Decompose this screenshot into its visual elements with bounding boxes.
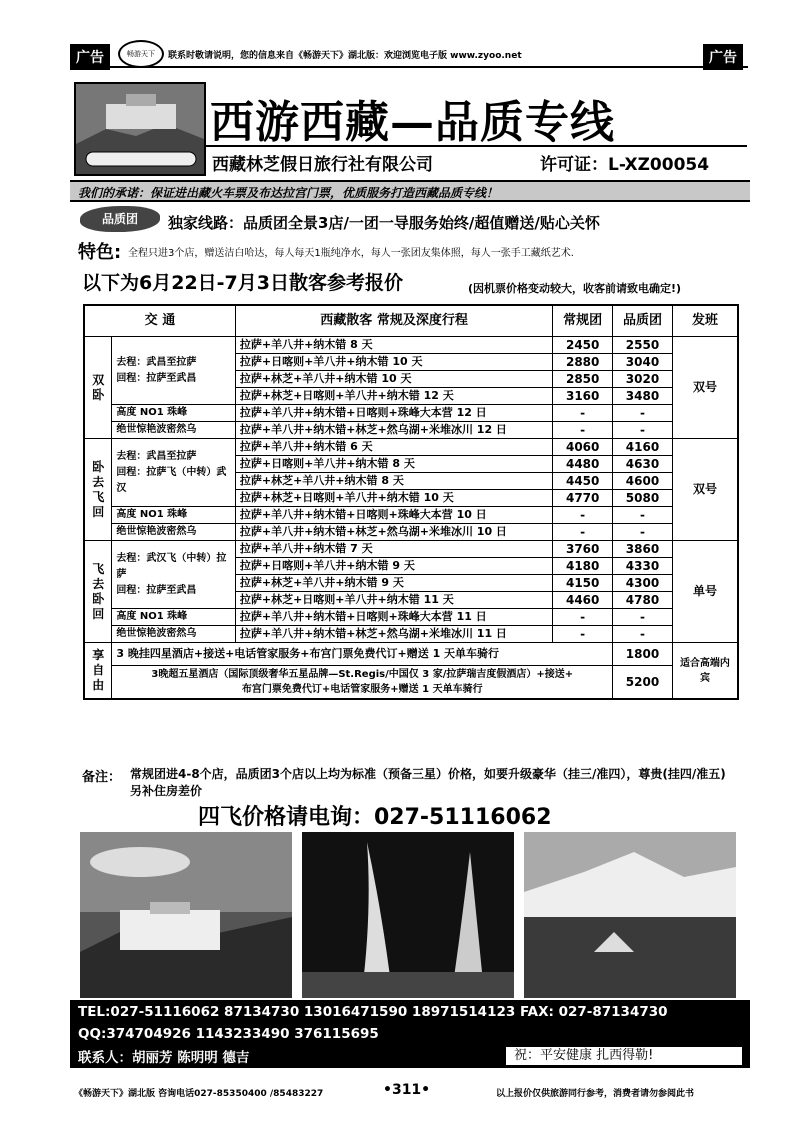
topline-text: 联系时敬请说明，您的信息来自《畅游天下》湖北版：欢迎浏览电子版 www.zyoo.net <box>168 51 522 61</box>
exclusive-text: 独家线路：品质团全景3店/一团一导服务始终/超值赠送/贴心关怀 <box>168 214 600 232</box>
quality-price: 4600 <box>613 473 673 490</box>
leisure-label: 享自由 <box>84 643 112 700</box>
main-title: 西游西藏—品质专线 <box>210 97 615 148</box>
group-name: 双卧 <box>84 337 112 439</box>
regular-price: 4150 <box>553 575 613 592</box>
quality-price: 3860 <box>613 541 673 558</box>
itinerary-cell: 拉萨+羊八井+纳木错+林芝+然乌湖+米堆冰川 11 日 <box>235 626 552 643</box>
ad-tag-left: 广告 <box>70 44 110 70</box>
regular-price: - <box>553 524 613 541</box>
group-name: 飞去卧回 <box>84 541 112 643</box>
quality-price: - <box>613 422 673 439</box>
regular-price: 4480 <box>553 456 613 473</box>
regular-price: - <box>553 609 613 626</box>
leisure-itinerary: 3 晚挂四星酒店+接送+电话管家服务+布宫门票免费代订+赠送 1 天单车骑行 <box>112 643 613 666</box>
col-header-schedule: 发班 <box>672 305 738 337</box>
quality-price: 4300 <box>613 575 673 592</box>
geyser-photo <box>302 832 514 998</box>
quality-price: 4330 <box>613 558 673 575</box>
potala-logo-image <box>74 82 206 176</box>
quality-price: 5080 <box>613 490 673 507</box>
itinerary-cell: 拉萨+林芝+羊八井+纳木错 10 天 <box>235 371 552 388</box>
col-header-quality: 品质团 <box>613 305 673 337</box>
regular-price: 3760 <box>553 541 613 558</box>
itinerary-cell: 拉萨+林芝+日喀则+羊八井+纳木错 11 天 <box>235 592 552 609</box>
quality-price: - <box>613 405 673 422</box>
itinerary-cell: 拉萨+林芝+羊八井+纳木错 8 天 <box>235 473 552 490</box>
quality-price: 2550 <box>613 337 673 354</box>
qq-line: QQ:374704926 1143233490 376115695 <box>78 1026 379 1042</box>
tel-line: TEL:027-51116062 87134730 13016471590 18971514123 FAX: 027-87134730 <box>78 1004 668 1020</box>
leisure-price: 5200 <box>613 666 673 700</box>
special-route-name: 高度 NO1 珠峰 <box>112 405 235 422</box>
itinerary-cell: 拉萨+羊八井+纳木错+林芝+然乌湖+米堆冰川 12 日 <box>235 422 552 439</box>
itinerary-cell: 拉萨+日喀则+羊八井+纳木错 9 天 <box>235 558 552 575</box>
regular-price: - <box>553 507 613 524</box>
features-label: 特色: <box>78 242 122 263</box>
leisure-price: 1800 <box>613 643 673 666</box>
phone-inquiry: 四飞价格请电询：027-51116062 <box>198 805 552 830</box>
quality-price: 3480 <box>613 388 673 405</box>
quality-price: - <box>613 609 673 626</box>
quality-price: 4780 <box>613 592 673 609</box>
col-header-transport: 交 通 <box>84 305 235 337</box>
schedule-cell: 双号 <box>672 439 738 541</box>
ad-tag-right: 广告 <box>703 44 743 70</box>
col-header-regular: 常规团 <box>553 305 613 337</box>
itinerary-cell: 拉萨+羊八井+纳木错+日喀则+珠峰大本营 10 日 <box>235 507 552 524</box>
quality-price: - <box>613 507 673 524</box>
itinerary-cell: 拉萨+日喀则+羊八井+纳木错 8 天 <box>235 456 552 473</box>
itinerary-cell: 拉萨+羊八井+纳木错+日喀则+珠峰大本营 11 日 <box>235 609 552 626</box>
special-route-name: 绝世惊艳波密然乌 <box>112 524 235 541</box>
promise-bar: 我们的承诺：保证进出藏火车票及布达拉宫门票，优质服务打造西藏品质专线！ <box>70 180 750 202</box>
everest-camp-photo <box>524 832 736 998</box>
footer-left: 《畅游天下》湖北版 咨询电话027-85350400 /85483227 <box>74 1089 324 1099</box>
quality-price: 4630 <box>613 456 673 473</box>
top-rule <box>70 66 748 68</box>
itinerary-cell: 拉萨+林芝+羊八井+纳木错 9 天 <box>235 575 552 592</box>
group-route: 去程：武昌至拉萨 回程：拉萨至武昌 <box>112 337 235 405</box>
col-header-itinerary: 西藏散客 常规及深度行程 <box>235 305 552 337</box>
schedule-cell: 单号 <box>672 541 738 643</box>
itinerary-cell: 拉萨+羊八井+纳木错+日喀则+珠峰大本营 12 日 <box>235 405 552 422</box>
quote-title: 以下为6月22日-7月3日散客参考报价 <box>82 272 403 294</box>
group-route: 去程：武昌至拉萨 回程：拉萨飞（中转）武汉 <box>112 439 235 507</box>
regular-price: 2450 <box>553 337 613 354</box>
special-route-name: 绝世惊艳波密然乌 <box>112 422 235 439</box>
greeting-slogan: 祝：平安健康 扎西得勒! <box>506 1047 742 1065</box>
group-name: 卧去飞回 <box>84 439 112 541</box>
quality-price: 3020 <box>613 371 673 388</box>
regular-price: 4450 <box>553 473 613 490</box>
title-underline <box>205 145 747 147</box>
quote-note: (因机票价格变动较大，收客前请致电确定!) <box>468 282 682 295</box>
contact-person: 联系人：胡丽芳 陈明明 德吉 <box>78 1050 250 1066</box>
quality-badge: 品质团 <box>80 206 160 232</box>
license-number: 许可证：L-XZ00054 <box>540 155 710 175</box>
itinerary-cell: 拉萨+羊八井+纳木错 8 天 <box>235 337 552 354</box>
price-table-wrap <box>83 304 739 700</box>
regular-price: 3160 <box>553 388 613 405</box>
regular-price: - <box>553 626 613 643</box>
itinerary-cell: 拉萨+林芝+日喀则+羊八井+纳木错 12 天 <box>235 388 552 405</box>
quality-price: 4160 <box>613 439 673 456</box>
company-name: 西藏林芝假日旅行社有限公司 <box>212 155 433 175</box>
features-text: 全程只进3个店，赠送洁白哈达，每人每天1瓶纯净水，每人一张团友集体照，每人一张手工藏纸艺术. <box>128 248 574 259</box>
regular-price: 4460 <box>553 592 613 609</box>
regular-price: 2880 <box>553 354 613 371</box>
page-number: •311• <box>383 1082 431 1098</box>
quality-price: - <box>613 524 673 541</box>
regular-price: 2850 <box>553 371 613 388</box>
regular-price: 4180 <box>553 558 613 575</box>
price-table <box>83 304 739 700</box>
potala-palace-photo <box>80 832 292 998</box>
contact-bar <box>70 1000 750 1068</box>
regular-price: 4060 <box>553 439 613 456</box>
remarks-label: 备注： <box>82 770 122 785</box>
itinerary-cell: 拉萨+羊八井+纳木错 6 天 <box>235 439 552 456</box>
regular-price: 4770 <box>553 490 613 507</box>
leisure-suit: 适合高端内宾 <box>672 643 738 700</box>
itinerary-cell: 拉萨+林芝+日喀则+羊八井+纳木错 10 天 <box>235 490 552 507</box>
regular-price: - <box>553 405 613 422</box>
schedule-cell: 双号 <box>672 337 738 439</box>
special-route-name: 绝世惊艳波密然乌 <box>112 626 235 643</box>
regular-price: - <box>553 422 613 439</box>
logo-mark: 畅游天下 <box>118 40 164 68</box>
quality-price: 3040 <box>613 354 673 371</box>
leisure-itinerary: 3晚超五星酒店（国际顶级奢华五星品牌—St.Regis/中国仅 3 家/拉萨瑞吉度假酒店）+接送+ 布宫门票免费代订+电话管家服务+赠送 1 天单车骑行 <box>112 666 613 700</box>
itinerary-cell: 拉萨+羊八井+纳木错+林芝+然乌湖+米堆冰川 10 日 <box>235 524 552 541</box>
footer-right: 以上报价仅供旅游同行参考，消费者请勿参阅此书 <box>496 1089 695 1099</box>
itinerary-cell: 拉萨+羊八井+纳木错 7 天 <box>235 541 552 558</box>
quality-price: - <box>613 626 673 643</box>
remarks-text: 常规团进4-8个店，品质团3个店以上均为标准（预备三星）价格，如要升级豪华（挂三/准四），尊贵(挂四/准五)另补住房差价 <box>130 767 726 798</box>
special-route-name: 高度 NO1 珠峰 <box>112 609 235 626</box>
group-route: 去程：武汉飞（中转）拉萨 回程：拉萨至武昌 <box>112 541 235 609</box>
special-route-name: 高度 NO1 珠峰 <box>112 507 235 524</box>
itinerary-cell: 拉萨+日喀则+羊八井+纳木错 10 天 <box>235 354 552 371</box>
